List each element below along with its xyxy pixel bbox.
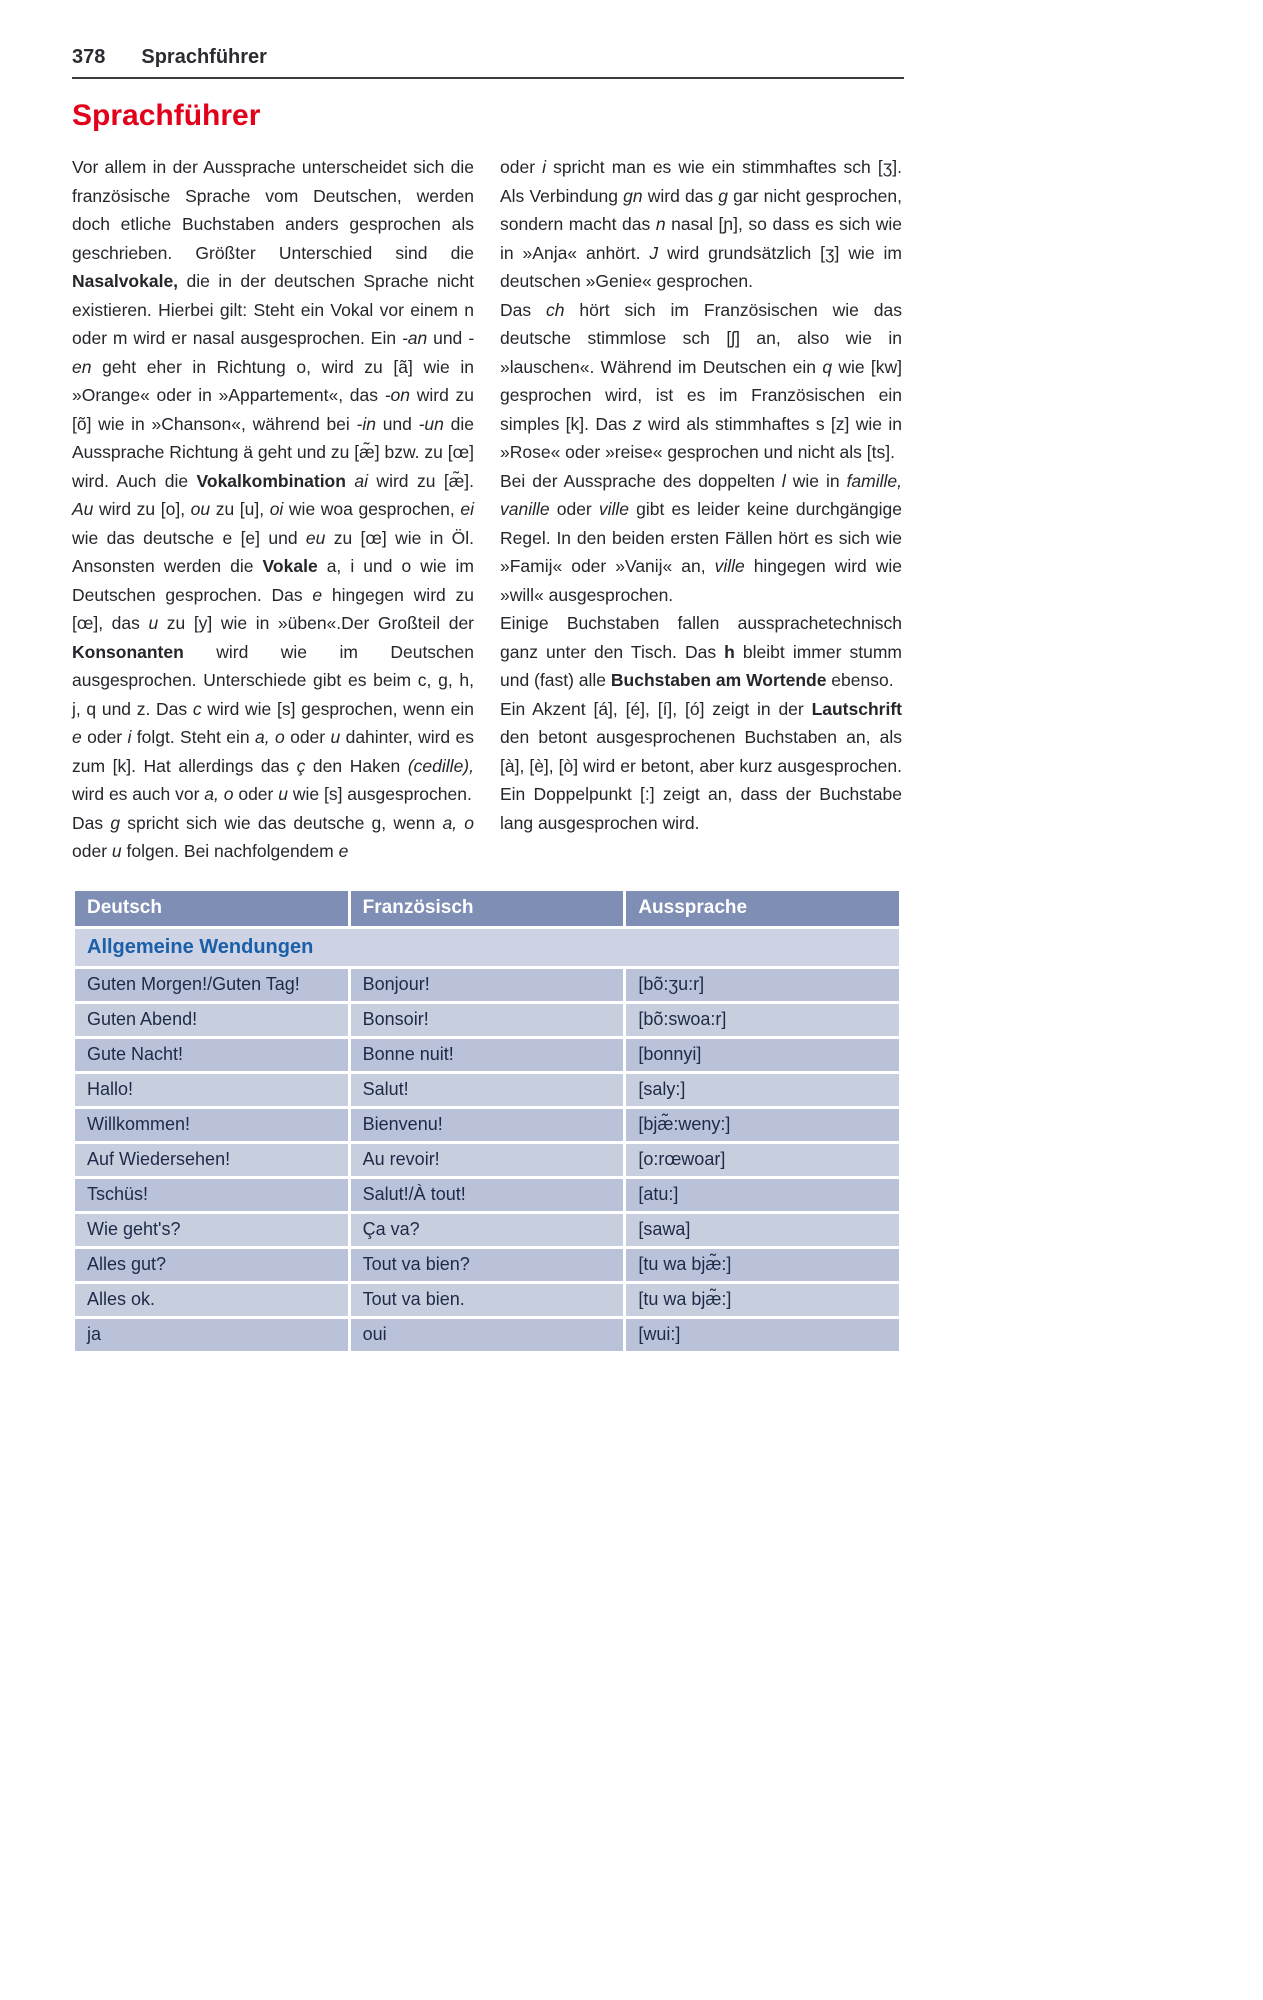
- text-segment: folgen. Bei nachfolgendem: [121, 841, 339, 861]
- text-segment: zu [œ] wie in Öl. Ansonsten werden die: [72, 527, 474, 576]
- text-segment: J: [649, 242, 659, 263]
- paragraph: [500, 695, 902, 838]
- phrase-row: [74, 1212, 901, 1247]
- paragraph: [500, 296, 902, 467]
- text-segment: i: [127, 727, 132, 747]
- text-segment: Vokale: [262, 556, 318, 576]
- cell-deutsch: Guten Abend!: [74, 1002, 350, 1037]
- text-segment: wie [kw] gesprochen wird, ist es im Französischen ein simples [k]. Das: [500, 356, 902, 434]
- cell-deutsch: Auf Wiedersehen!: [74, 1142, 350, 1177]
- paragraph: [500, 467, 902, 610]
- paragraph: [72, 153, 474, 809]
- text-segment: hingegen wird wie »will« ausgesprochen.: [500, 556, 902, 605]
- text-segment: folgt. Steht ein: [131, 727, 255, 747]
- text-segment: wird zu [õ] wie in »Chanson«, während bei: [72, 385, 474, 434]
- text-segment: u: [278, 784, 288, 804]
- text-segment: c: [192, 698, 202, 719]
- cell-aussprache: [bõ:swoa:r]: [625, 1002, 901, 1037]
- column-header-deutsch: Deutsch: [74, 889, 350, 927]
- text-segment: q: [822, 356, 833, 377]
- text-segment: gar nicht gesprochen, sondern macht das: [500, 185, 902, 234]
- text-segment: wie das deutsche e [e] und: [72, 527, 306, 548]
- text-segment: Einige Buchstaben fallen aussprachetechnisch ganz unter den Tisch. Das: [500, 613, 902, 662]
- running-head: [72, 46, 902, 69]
- text-segment: a, i und o wie im Deutschen gesprochen. Das: [72, 556, 474, 605]
- cell-aussprache: [tu wa bjæ̃:]: [625, 1282, 901, 1317]
- cell-franzoesisch: Bonjour!: [349, 967, 625, 1002]
- header-rule: [72, 77, 904, 79]
- text-segment: wird als stimmhaftes s [z] wie in »Rose« oder »reise« gesprochen und nicht als [ts].: [500, 413, 902, 462]
- cell-franzoesisch: Ça va?: [349, 1212, 625, 1247]
- section-row: [74, 927, 901, 967]
- phrase-row: [74, 1282, 901, 1317]
- text-segment: Vokalkombination: [196, 470, 346, 491]
- text-segment: ville: [598, 499, 630, 519]
- text-segment: a, o: [442, 812, 474, 833]
- cell-franzoesisch: Bonsoir!: [349, 1002, 625, 1037]
- text-segment: Das: [72, 812, 111, 833]
- cell-aussprache: [bonnyi]: [625, 1037, 901, 1072]
- text-segment: -on: [384, 385, 411, 405]
- text-segment: und: [427, 328, 469, 348]
- text-segment: zu [y] wie in »üben«.Der Großteil der: [158, 613, 475, 633]
- text-segment: ç: [296, 755, 306, 776]
- text-segment: Vor allem in der Aussprache unterscheidet sich die französische Sprache vom Deutschen, werden doch etliche Buchstaben anders gesprochen als geschrieben. Größter Unterschied sind die: [72, 157, 474, 263]
- cell-deutsch: Hallo!: [74, 1072, 350, 1107]
- text-segment: u: [111, 841, 122, 861]
- running-title: Sprachführer: [141, 46, 267, 68]
- text-segment: oder: [284, 727, 331, 747]
- text-segment: die in der deutschen Sprache nicht existieren. Hierbei gilt: Steht ein Vokal vor einem n oder m wird er nasal ausgesprochen. Ein: [72, 271, 474, 348]
- text-segment: den betont ausgesprochenen Buchstaben an, als [à], [è], [ò] wird er betont, aber kurz ausgesprochen. Ein Doppelpunkt [:] zeigt an, dass der Buchstabe lang ausgesprochen wird.: [500, 727, 902, 833]
- text-segment: dahinter, wird es zum [k]. Hat allerdings das: [72, 727, 475, 776]
- text-segment: a,: [255, 727, 270, 747]
- header-row: [74, 889, 901, 927]
- cell-franzoesisch: oui: [349, 1317, 625, 1352]
- cell-aussprache: [bjæ̃:weny:]: [625, 1107, 901, 1142]
- text-segment: oi: [269, 499, 284, 519]
- text-segment: den Haken: [305, 755, 408, 776]
- text-segment: nasal [ɲ], so dass es sich wie in »Anja« anhört.: [500, 214, 903, 263]
- text-segment: und: [375, 413, 419, 434]
- text-segment: wird das: [642, 185, 719, 206]
- text-segment: spricht sich wie das deutsche g, wenn: [120, 812, 443, 833]
- paragraph: [72, 809, 474, 866]
- article-column-left: [72, 153, 474, 866]
- text-segment: hört sich im Französischen wie das deutsche stimmlose sch [ʃ] an, also wie in »lauschen«. Während im Deutschen ein: [500, 299, 902, 377]
- cell-deutsch: Willkommen!: [74, 1107, 350, 1142]
- text-segment: wie woa gesprochen,: [283, 499, 461, 519]
- text-segment: ou: [190, 499, 211, 519]
- text-segment: oder: [72, 841, 112, 861]
- text-segment: u: [148, 613, 159, 633]
- text-segment: e: [338, 841, 349, 861]
- text-segment: h: [724, 641, 735, 662]
- text-segment: wie [s] ausgesprochen.: [287, 784, 472, 804]
- cell-aussprache: [bõ:ʒu:r]: [625, 967, 901, 1002]
- text-segment: die Aussprache Richtung ä geht und zu [æ̃] bzw. zu [œ] wird. Auch die: [72, 413, 474, 491]
- text-segment: wird wie [s] gesprochen, wenn ein: [201, 698, 474, 719]
- text-segment: l: [781, 470, 786, 491]
- text-segment: Nasalvokale,: [72, 271, 179, 291]
- text-segment: -un: [418, 413, 444, 434]
- paragraph: [500, 609, 902, 695]
- text-segment: bleibt immer stumm und (fast) alle: [500, 641, 902, 690]
- phrase-row: [74, 967, 901, 1002]
- text-segment: g: [718, 185, 729, 206]
- text-segment: e: [312, 584, 323, 605]
- text-segment: i: [542, 157, 546, 177]
- text-segment: Au: [72, 499, 94, 519]
- text-segment: spricht man es wie ein stimmhaftes sch [ʒ]. Als Verbindung: [500, 157, 902, 206]
- column-header-franzoesisch: Französisch: [349, 889, 625, 927]
- phrase-row: [74, 1177, 901, 1212]
- text-segment: gibt es leider keine durchgängige Regel. In den beiden ersten Fällen hört es sich wie »Famij« oder »Vanij« an,: [500, 499, 902, 576]
- text-segment: oder: [500, 157, 543, 177]
- text-segment: -an: [401, 328, 428, 348]
- text-segment: wird grundsätzlich [ʒ] wie im deutschen »Genie« gesprochen.: [500, 242, 903, 291]
- text-segment: -en: [72, 328, 474, 377]
- text-segment: Konsonanten: [72, 641, 184, 662]
- text-segment: famille, vanille: [500, 470, 902, 519]
- cell-aussprache: [o:rœwoar]: [625, 1142, 901, 1177]
- cell-deutsch: Tschüs!: [74, 1177, 350, 1212]
- text-segment: geht eher in Richtung o, wird zu [ã] wie in »Orange« oder in »Appartement«, das: [72, 356, 474, 405]
- text-segment: eu: [305, 527, 326, 548]
- text-segment: zu [u],: [210, 499, 270, 519]
- cell-deutsch: Alles gut?: [74, 1247, 350, 1282]
- cell-franzoesisch: Au revoir!: [349, 1142, 625, 1177]
- phrase-row: [74, 1072, 901, 1107]
- text-segment: wird wie im Deutschen ausgesprochen. Unterschiede gibt es beim c, g, h, j, q und z. Das: [72, 641, 474, 719]
- text-segment: ville: [714, 556, 745, 576]
- phrase-row: [74, 1107, 901, 1142]
- phrase-table: [72, 888, 902, 1354]
- text-segment: Buchstaben am Wortende: [610, 670, 827, 690]
- cell-franzoesisch: Tout va bien?: [349, 1247, 625, 1282]
- column-header-aussprache: Aussprache: [625, 889, 901, 927]
- article-column-right: [500, 153, 902, 866]
- paragraph: [500, 153, 902, 296]
- text-segment: hingegen wird zu [œ], das: [72, 584, 474, 633]
- article: [72, 153, 902, 866]
- text-segment: z: [632, 413, 642, 434]
- cell-deutsch: Alles ok.: [74, 1282, 350, 1317]
- text-segment: wird es auch vor: [72, 784, 205, 804]
- text-segment: ei: [460, 499, 474, 519]
- cell-aussprache: [atu:]: [625, 1177, 901, 1212]
- phrase-row: [74, 1247, 901, 1282]
- text-segment: oder: [81, 727, 128, 747]
- phrase-row: [74, 1142, 901, 1177]
- cell-aussprache: [tu wa bjæ̃:]: [625, 1247, 901, 1282]
- text-segment: n: [655, 214, 666, 234]
- phrase-row: [74, 1317, 901, 1352]
- text-segment: wird zu [o],: [93, 499, 191, 519]
- cell-aussprache: [saly:]: [625, 1072, 901, 1107]
- text-segment: oder: [233, 784, 279, 804]
- phrase-row: [74, 1002, 901, 1037]
- text-segment: oder: [549, 499, 599, 519]
- text-segment: ch: [546, 299, 565, 320]
- cell-franzoesisch: Salut!/À tout!: [349, 1177, 625, 1212]
- cell-aussprache: [wui:]: [625, 1317, 901, 1352]
- cell-franzoesisch: Bonne nuit!: [349, 1037, 625, 1072]
- cell-franzoesisch: Tout va bien.: [349, 1282, 625, 1317]
- text-segment: ai: [354, 470, 368, 491]
- text-segment: a, o: [204, 784, 234, 804]
- cell-franzoesisch: Bienvenu!: [349, 1107, 625, 1142]
- page-number: 378: [72, 46, 106, 68]
- text-segment: (cedille),: [407, 755, 474, 776]
- page-title: Sprachführer: [72, 99, 261, 132]
- text-segment: wird zu [æ̃].: [368, 470, 474, 491]
- text-segment: g: [110, 812, 121, 833]
- text-segment: wie in: [785, 470, 847, 491]
- phrase-table-head: [74, 889, 901, 927]
- text-segment: Lautschrift: [811, 698, 902, 719]
- cell-deutsch: Guten Morgen!/Guten Tag!: [74, 967, 350, 1002]
- text-segment: ebenso.: [826, 670, 894, 690]
- text-segment: u: [330, 727, 341, 747]
- phrase-row: [74, 1037, 901, 1072]
- text-segment: e: [72, 727, 82, 747]
- text-segment: Bei der Aussprache des doppelten: [500, 470, 782, 491]
- section-title: Allgemeine Wendungen: [74, 927, 901, 967]
- cell-aussprache: [sawa]: [625, 1212, 901, 1247]
- cell-franzoesisch: Salut!: [349, 1072, 625, 1107]
- text-segment: o: [274, 727, 285, 747]
- cell-deutsch: Gute Nacht!: [74, 1037, 350, 1072]
- phrase-table-body: [74, 927, 901, 1352]
- text-segment: Ein Akzent [á], [é], [í], [ó] zeigt in der: [500, 698, 812, 719]
- cell-deutsch: Wie geht's?: [74, 1212, 350, 1247]
- cell-deutsch: ja: [74, 1317, 350, 1352]
- text-segment: Das: [500, 299, 547, 320]
- text-segment: gn: [623, 185, 643, 206]
- text-segment: -in: [356, 413, 376, 434]
